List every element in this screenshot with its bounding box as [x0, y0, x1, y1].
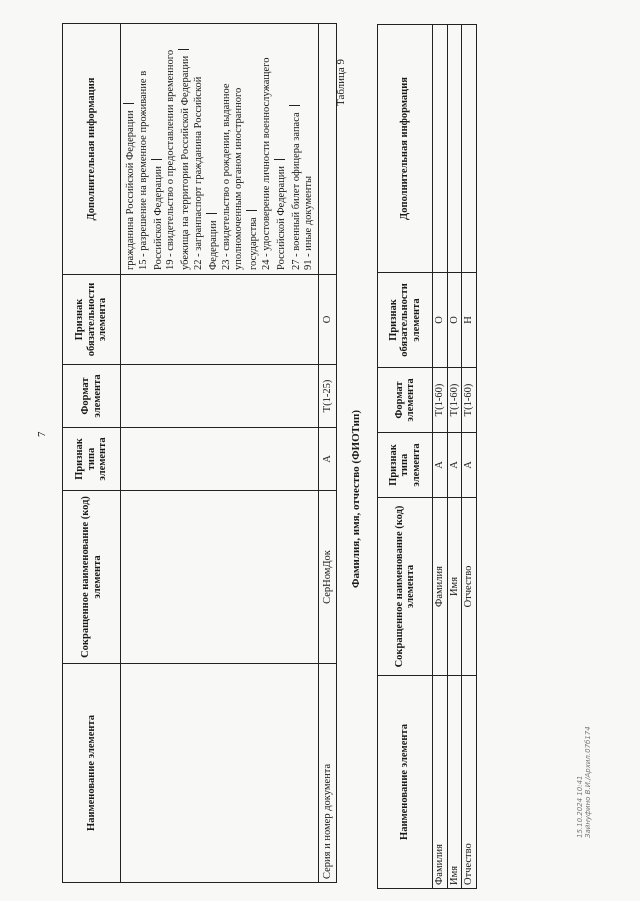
table-header-row	[378, 25, 433, 889]
table-row: Имя Имя А T(1-60) О	[447, 25, 462, 889]
table-title: Фамилия, имя, отчество (ФИОТип)	[350, 409, 362, 588]
table-row: Фамилия Фамилия А T(1-60) О	[433, 25, 448, 889]
header-required: Признак обязательности элемента	[63, 275, 121, 365]
page-number: 7	[36, 431, 48, 437]
header-name: Наименование элемента	[63, 664, 121, 883]
header-type: Признак типа элемента	[63, 428, 121, 491]
table-row: Серия и номер документа СерНомДок А T(1-25) О	[319, 24, 337, 883]
fio-table	[377, 25, 472, 889]
header-format: Формат элемента	[63, 365, 121, 428]
signature-stamp: 15.10.2024 10:41 Зайнуфино В.И./Архил.07б174	[576, 726, 592, 838]
header-required: Признак обязательности элемента	[378, 273, 433, 368]
table-row	[121, 24, 319, 883]
table-caption: Таблица 9	[335, 58, 347, 106]
table-header-row	[63, 24, 121, 883]
doc-codes-list: гражданина Российской Федерации 15 - разрешение на временное проживание в Российской Федерации 19 - свидетельство о предоставлении временного убежища на территории Российской Федерации 22 - загранпаспорт гражданина Российской Федерации 23 - свидетельство о рождении, выданное уполномоченным органом иностранного государства 24 - удостоверение личности военнослужащего Российской Федерации 27 - военный билет офицера запаса 91 - иные документы	[121, 24, 319, 275]
table-row: Отчество Отчество А T(1-60) Н	[462, 25, 477, 889]
header-extra: Дополнительная информация	[378, 25, 433, 273]
header-format: Формат элемента	[378, 368, 433, 433]
header-name: Наименование элемента	[378, 676, 433, 889]
header-short-name: Сокращенное наименование (код) элемента	[378, 498, 433, 676]
header-type: Признак типа элемента	[378, 433, 433, 498]
document-types-table	[62, 24, 333, 883]
header-extra: Дополнительная информация	[63, 24, 121, 275]
header-short-name: Сокращенное наименование (код) элемента	[63, 491, 121, 664]
